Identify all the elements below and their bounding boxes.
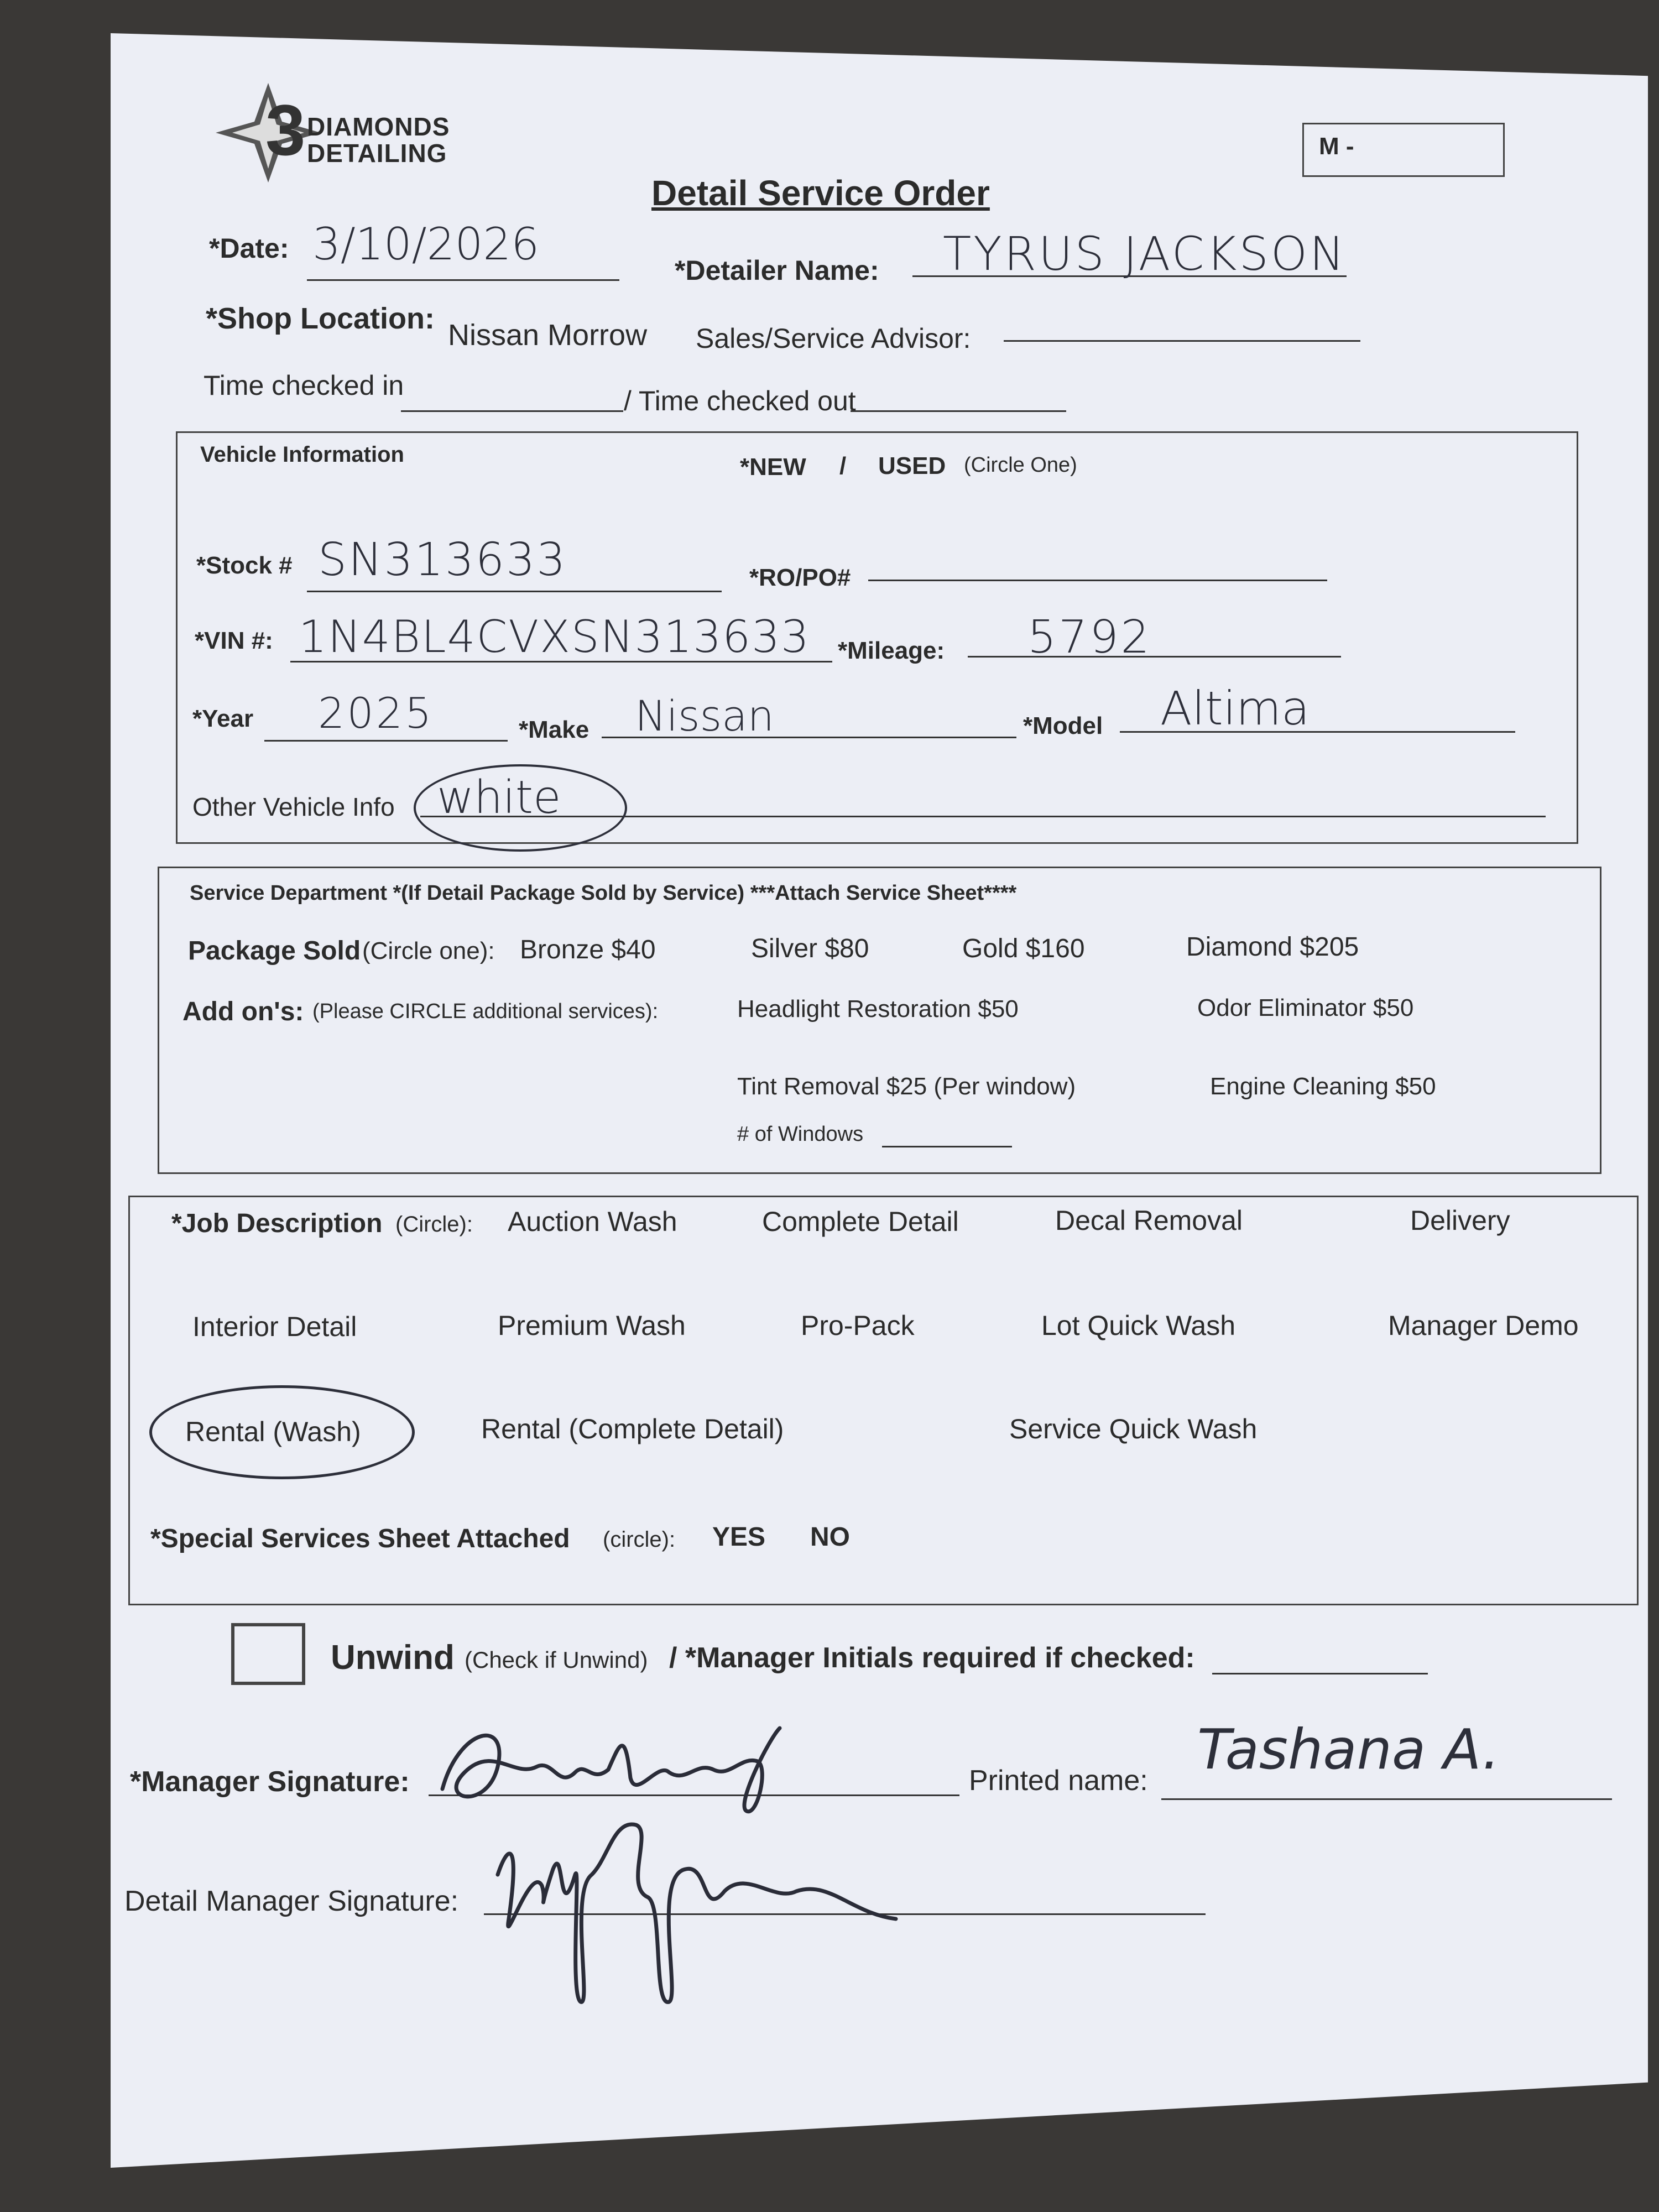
special-yes[interactable]: YES bbox=[712, 1522, 766, 1552]
special-services-note: (circle): bbox=[603, 1527, 676, 1552]
new-option: *NEW bbox=[740, 453, 806, 481]
mileage-label: *Mileage: bbox=[838, 637, 945, 664]
detail-manager-signature-scribble bbox=[487, 1808, 907, 2018]
time-out-label: / Time checked out bbox=[624, 385, 856, 416]
shop-label: *Shop Location: bbox=[206, 302, 435, 335]
job-complete-detail[interactable]: Complete Detail bbox=[762, 1206, 959, 1237]
logo-number: 3 bbox=[265, 90, 306, 170]
addon-headlight[interactable]: Headlight Restoration $50 bbox=[737, 995, 1019, 1022]
vehicle-section-title: Vehicle Information bbox=[200, 442, 404, 467]
shop-value: Nissan Morrow bbox=[448, 319, 648, 352]
job-pro-pack[interactable]: Pro-Pack bbox=[801, 1310, 915, 1341]
other-info-value: white bbox=[437, 771, 561, 824]
job-rental-complete[interactable]: Rental (Complete Detail) bbox=[481, 1413, 784, 1444]
rental-wash-circle bbox=[149, 1385, 415, 1479]
circle-one-note: (Circle One) bbox=[964, 453, 1077, 477]
package-label: Package Sold bbox=[188, 936, 361, 966]
unwind-checkbox[interactable] bbox=[231, 1623, 305, 1685]
job-delivery[interactable]: Delivery bbox=[1410, 1205, 1510, 1236]
date-line bbox=[307, 279, 619, 281]
detailer-value: TYRUS JACKSON bbox=[943, 227, 1347, 281]
addons-label: Add on's: bbox=[182, 997, 304, 1026]
windows-line bbox=[882, 1146, 1012, 1147]
logo-line1: DIAMONDS bbox=[307, 112, 450, 141]
new-used-slash: / bbox=[839, 452, 847, 479]
job-service-quick-wash[interactable]: Service Quick Wash bbox=[1009, 1413, 1258, 1444]
addons-note: (Please CIRCLE additional services): bbox=[312, 1000, 659, 1023]
mileage-line bbox=[968, 656, 1341, 658]
other-info-label: Other Vehicle Info bbox=[192, 792, 395, 821]
ro-line bbox=[868, 580, 1327, 581]
used-option: USED bbox=[878, 452, 946, 479]
special-services-label: *Special Services Sheet Attached bbox=[150, 1524, 570, 1553]
addon-odor[interactable]: Odor Eliminator $50 bbox=[1197, 994, 1414, 1021]
unwind-initials-label: / *Manager Initials required if checked: bbox=[669, 1642, 1195, 1674]
other-info-circle bbox=[414, 764, 627, 852]
year-line bbox=[264, 740, 508, 742]
job-label: *Job Description bbox=[171, 1209, 383, 1238]
addon-engine[interactable]: Engine Cleaning $50 bbox=[1210, 1073, 1436, 1100]
model-label: *Model bbox=[1023, 712, 1103, 739]
page-title: Detail Service Order bbox=[651, 173, 990, 213]
job-lot-quick-wash[interactable]: Lot Quick Wash bbox=[1041, 1310, 1236, 1341]
printed-name-line bbox=[1161, 1798, 1612, 1800]
printed-name-value: Tashana A. bbox=[1197, 1717, 1500, 1782]
package-note: (Circle one): bbox=[362, 937, 495, 964]
package-silver[interactable]: Silver $80 bbox=[751, 934, 869, 963]
logo-line2: DETAILING bbox=[307, 139, 447, 168]
unwind-note: (Check if Unwind) bbox=[465, 1647, 648, 1673]
stock-label: *Stock # bbox=[196, 552, 293, 579]
time-in-label: Time checked in bbox=[204, 370, 404, 401]
time-out-line bbox=[851, 410, 1066, 412]
stock-line bbox=[307, 591, 722, 592]
job-premium-wash[interactable]: Premium Wash bbox=[498, 1310, 686, 1341]
package-diamond[interactable]: Diamond $205 bbox=[1186, 932, 1359, 962]
vin-value: 1N4BL4CVXSN313633 bbox=[299, 611, 810, 662]
order-number-label: M - bbox=[1319, 133, 1354, 160]
manager-signature-scribble bbox=[426, 1706, 802, 1822]
advisor-label: Sales/Service Advisor: bbox=[696, 323, 971, 354]
service-header: Service Department *(If Detail Package Sold by Service) ***Attach Service Sheet**** bbox=[190, 881, 1017, 905]
manager-signature-label: *Manager Signature: bbox=[130, 1766, 410, 1798]
job-rental-wash[interactable]: Rental (Wash) bbox=[185, 1416, 361, 1447]
package-bronze[interactable]: Bronze $40 bbox=[520, 935, 656, 964]
windows-label: # of Windows bbox=[737, 1123, 864, 1146]
mileage-value: 5792 bbox=[1027, 611, 1152, 664]
unwind-label: Unwind bbox=[331, 1639, 455, 1677]
special-no[interactable]: NO bbox=[810, 1522, 850, 1552]
package-gold[interactable]: Gold $160 bbox=[962, 934, 1085, 963]
detail-manager-signature-label: Detail Manager Signature: bbox=[124, 1885, 459, 1917]
printed-name-label: Printed name: bbox=[969, 1765, 1148, 1797]
year-value: 2025 bbox=[318, 688, 434, 738]
job-manager-demo[interactable]: Manager Demo bbox=[1388, 1310, 1579, 1341]
advisor-line bbox=[1004, 340, 1360, 342]
make-value: Nissan bbox=[635, 691, 774, 740]
time-in-line bbox=[401, 410, 623, 412]
date-label: *Date: bbox=[209, 233, 289, 264]
unwind-initials-line bbox=[1212, 1673, 1428, 1674]
model-value: Altima bbox=[1160, 681, 1310, 735]
ro-label: *RO/PO# bbox=[749, 564, 851, 591]
job-auction-wash[interactable]: Auction Wash bbox=[508, 1206, 677, 1237]
job-interior-detail[interactable]: Interior Detail bbox=[192, 1311, 357, 1342]
make-label: *Make bbox=[519, 716, 589, 743]
stock-value: SN313633 bbox=[318, 534, 567, 586]
job-decal-removal[interactable]: Decal Removal bbox=[1055, 1205, 1243, 1236]
vin-label: *VIN #: bbox=[195, 627, 273, 654]
date-value: 3/10/2026 bbox=[312, 218, 540, 270]
addon-tint[interactable]: Tint Removal $25 (Per window) bbox=[737, 1073, 1076, 1100]
detailer-label: *Detailer Name: bbox=[675, 255, 879, 286]
year-label: *Year bbox=[192, 705, 254, 732]
job-note: (Circle): bbox=[395, 1212, 473, 1237]
